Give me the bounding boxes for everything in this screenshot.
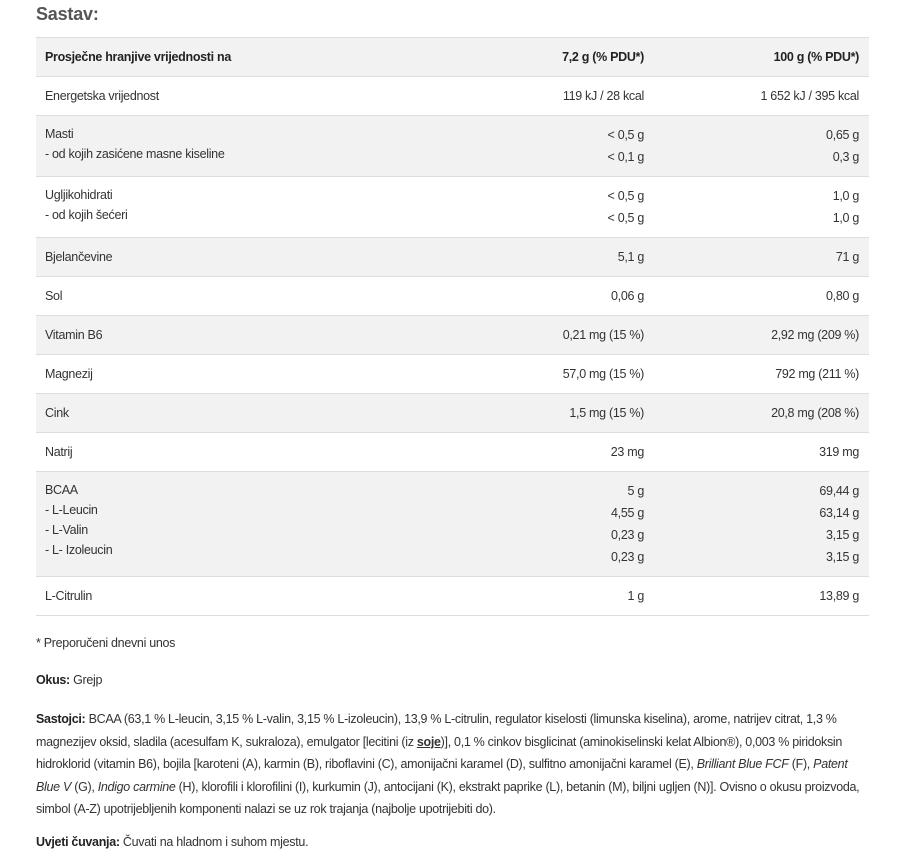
row-value-100g: 1,0 g (832, 189, 859, 203)
row-value-100g-cell (654, 277, 869, 316)
row-value-7g: 5 g (627, 484, 644, 498)
row-label: Natrij (45, 445, 73, 459)
row-label-cell (36, 472, 455, 577)
row-value-7g-cell (455, 316, 654, 355)
row-value-100g: 0,65 g (826, 128, 859, 142)
row-value-100g: 319 mg (819, 445, 859, 459)
row-value-100g: 71 g (835, 250, 859, 264)
ingredients-paragraph (36, 708, 866, 821)
row-value-7g: 5,1 g (617, 250, 644, 264)
row-label: - od kojih šećeri (45, 208, 128, 222)
storage-label: Uvjeti čuvanja: (36, 835, 120, 849)
row-value-7g-cell (455, 433, 654, 472)
allergen-soje: soje (416, 734, 441, 749)
storage-value: Čuvati na hladnom i suhom mjestu. (119, 835, 309, 849)
row-value-100g-cell (654, 355, 869, 394)
ingredients-text-1: BCAA (63,1 % L-leucin, 3,15 % L-valin, 3,15 % L-izoleucin), 13,9 % L-citrulin, regulator kiselosti (limunska kiselina), arome, natrijev citrat, 1,3 % magnezijev oksid, sladila (acesulfam K, sukraloza), emulgator [lecitini (iz (36, 712, 837, 749)
row-value-100g: 63,14 g (819, 506, 859, 520)
row-value-100g: 3,15 g (826, 550, 859, 564)
row-value-7g: 0,23 g (611, 550, 644, 564)
row-value-7g: 0,06 g (611, 289, 644, 303)
row-label: Bjelančevine (45, 250, 113, 264)
ingredients-text-3: (F), (788, 757, 814, 771)
row-label-cell (36, 316, 455, 355)
row-value-7g-cell (455, 472, 654, 577)
ingredient-brilliant-blue: Brilliant Blue FCF (696, 757, 789, 771)
row-label: Vitamin B6 (45, 328, 103, 342)
row-label: Sol (45, 289, 63, 303)
row-value-100g-cell (654, 316, 869, 355)
row-value-100g: 2,92 mg (209 %) (771, 328, 859, 342)
row-value-7g: 1,5 mg (15 %) (569, 406, 644, 420)
row-label: - L-Leucin (45, 503, 98, 517)
table-row (36, 433, 869, 472)
row-value-100g-cell (654, 77, 869, 116)
row-value-7g-cell (455, 177, 654, 238)
table-row (36, 277, 869, 316)
row-value-100g-cell (654, 238, 869, 277)
row-value-7g-cell (455, 394, 654, 433)
row-value-100g-cell (654, 577, 869, 616)
footnote: * Preporučeni dnevni unos (36, 636, 176, 650)
row-value-7g: 119 kJ / 28 kcal (562, 89, 644, 103)
row-label: BCAA (45, 483, 78, 497)
ingredients-label: Sastojci: (36, 712, 86, 726)
table-header-cell: 100 g (% PDU*) (654, 38, 869, 77)
row-label: Magnezij (45, 367, 93, 381)
ingredient-indigo-carmine: Indigo carmine (97, 779, 176, 794)
flavor-label: Okus: (36, 673, 70, 687)
row-value-7g: < 0,5 g (607, 128, 644, 142)
ingredient-patent-blue: Patent Blue V (36, 757, 848, 794)
row-label: Ugljikohidrati (45, 188, 113, 202)
row-label: - L-Valin (45, 523, 88, 537)
row-label: L-Citrulin (45, 589, 93, 603)
row-label-cell (36, 433, 455, 472)
section-title: Sastav: (36, 4, 99, 24)
row-value-7g-cell (455, 77, 654, 116)
row-value-100g-cell (654, 394, 869, 433)
ingredients-text-5: (H), klorofili i klorofilini (I), kurkumin (J), antocijani (K), ekstrakt paprike (L), betanin (M), biljni ugljen (N)]. Ovisno o okusu proizvoda, simbol (A-Z) upotrijebljenih komponenti nalazi se uz rok trajanja (najbolje upotrijebiti do). (36, 779, 860, 816)
row-value-7g: < 0,1 g (607, 150, 644, 164)
row-value-100g-cell (654, 472, 869, 577)
row-label-cell (36, 355, 455, 394)
row-value-100g-cell (654, 177, 869, 238)
row-label: - L- Izoleucin (45, 543, 113, 557)
row-value-7g: 4,55 g (611, 506, 644, 520)
row-value-100g: 0,80 g (826, 289, 859, 303)
row-value-7g-cell (455, 116, 654, 177)
row-label-cell (36, 77, 455, 116)
table-row (36, 177, 869, 238)
row-label-cell (36, 116, 455, 177)
row-value-7g-cell (455, 577, 654, 616)
table-header-row (36, 38, 869, 77)
row-value-100g: 3,15 g (826, 528, 859, 542)
table-row (36, 355, 869, 394)
row-value-100g: 69,44 g (819, 484, 859, 498)
table-row (36, 577, 869, 616)
row-label-cell (36, 238, 455, 277)
row-value-100g: 792 mg (211 %) (775, 367, 859, 381)
table-row (36, 394, 869, 433)
table-row (36, 472, 869, 577)
row-label-cell (36, 177, 455, 238)
row-value-100g-cell (654, 116, 869, 177)
row-label: Masti (45, 127, 74, 141)
row-value-7g-cell (455, 355, 654, 394)
flavor-line (36, 673, 866, 687)
row-label: Energetska vrijednost (45, 89, 159, 103)
row-value-100g-cell (654, 433, 869, 472)
table-row (36, 77, 869, 116)
table-header-cell: 7,2 g (% PDU*) (455, 38, 654, 77)
row-value-100g: 20,8 mg (208 %) (771, 406, 859, 420)
row-value-7g: 57,0 mg (15 %) (562, 367, 644, 381)
row-value-100g: 0,3 g (832, 150, 859, 164)
row-value-100g: 13,89 g (819, 589, 859, 603)
nutrition-table (36, 37, 869, 616)
table-row (36, 238, 869, 277)
storage-line (36, 835, 866, 849)
row-label: Cink (45, 406, 69, 420)
row-value-7g-cell (455, 238, 654, 277)
row-value-7g: 1 g (627, 589, 644, 603)
row-value-7g-cell (455, 277, 654, 316)
table-header-cell: Prosječne hranjive vrijednosti na (36, 38, 455, 77)
row-value-100g: 1,0 g (832, 211, 859, 225)
row-value-7g: 23 mg (610, 445, 644, 459)
row-label-cell (36, 277, 455, 316)
row-label-cell (36, 577, 455, 616)
row-value-7g: < 0,5 g (607, 211, 644, 225)
flavor-value: Grejp (69, 673, 103, 687)
ingredients-text-4: (G), (71, 779, 98, 794)
table-row (36, 316, 869, 355)
row-value-7g: < 0,5 g (607, 189, 644, 203)
row-value-7g: 0,21 mg (15 %) (562, 328, 644, 342)
row-label-cell (36, 394, 455, 433)
row-value-7g: 0,23 g (611, 528, 644, 542)
table-row (36, 116, 869, 177)
row-value-100g: 1 652 kJ / 395 kcal (760, 89, 859, 103)
ingredients-text-2: )], 0,1 % cinkov bisglicinat (aminokiselinski kelat Albion®), 0,003 % piridoksin hidroklorid (vitamin B6), bojila [karoteni (A), karmin (B), riboflavini (C), amonijačni karamel (D), sulfitno amonijačni karamel (E), (36, 734, 843, 771)
row-label: - od kojih zasićene masne kiseline (45, 147, 225, 161)
